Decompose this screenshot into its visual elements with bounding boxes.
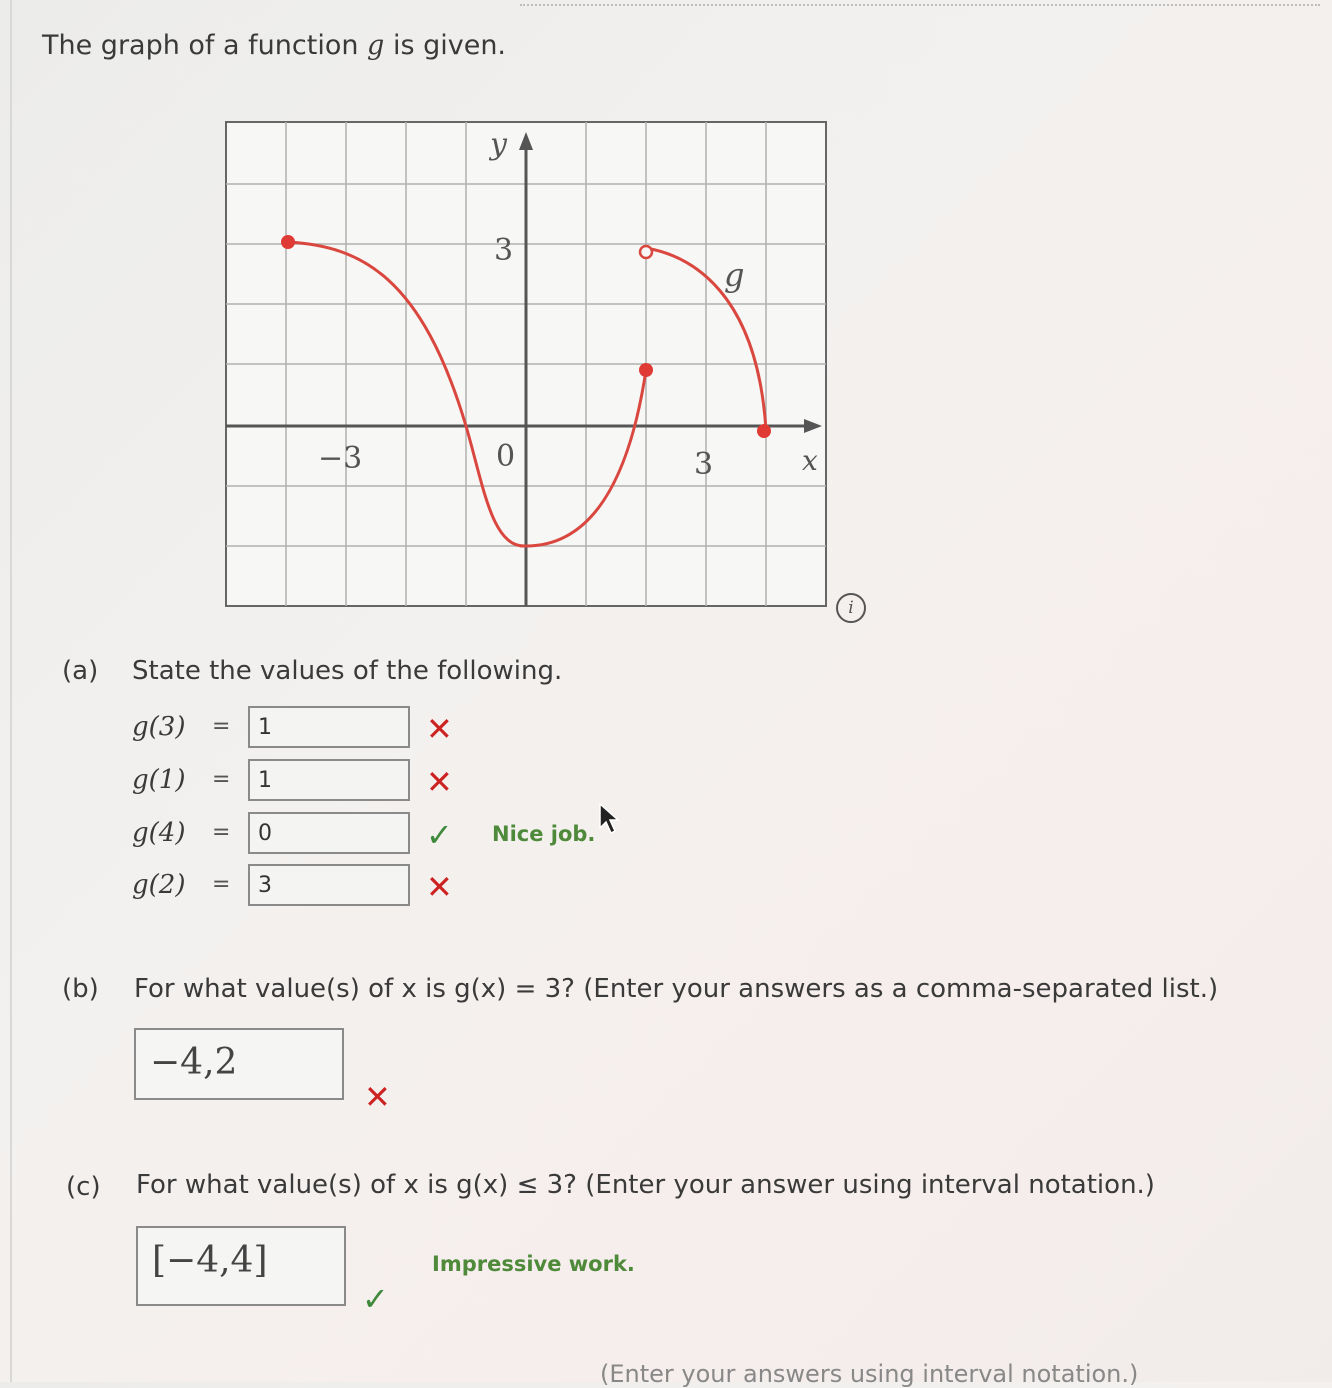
problem-intro <box>42 30 506 61</box>
part-a-label: (a) <box>62 656 99 686</box>
info-icon[interactable]: i <box>836 593 866 623</box>
equals-sign: = <box>212 714 231 739</box>
intro-suffix: is given. <box>392 30 507 61</box>
tick-label-x3: 3 <box>694 447 714 482</box>
incorrect-icon: ✕ <box>364 1078 391 1116</box>
feedback-impressive-work: Impressive work. <box>432 1252 635 1276</box>
incorrect-icon: ✕ <box>426 868 453 906</box>
answer-input-g1[interactable]: 1 <box>248 759 410 801</box>
x-axis-label: x <box>802 444 818 477</box>
mouse-cursor-icon <box>598 802 622 836</box>
open-point-x2 <box>640 246 652 258</box>
tick-label-x-neg3: −3 <box>318 441 363 476</box>
closed-point-end <box>757 424 771 438</box>
next-part-prompt-cutoff: (Enter your answers using interval notation.) <box>600 1360 1139 1388</box>
row-expression: g(2) <box>132 870 186 900</box>
row-expression: g(1) <box>132 765 186 795</box>
part-b-prompt: For what value(s) of x is g(x) = 3? (Enter your answers as a comma-separated list.) <box>134 974 1219 1004</box>
function-graph <box>222 118 832 612</box>
closed-point-x2 <box>639 363 653 377</box>
part-a-prompt: State the values of the following. <box>132 656 563 686</box>
incorrect-icon: ✕ <box>426 710 453 748</box>
equals-sign: = <box>212 872 231 897</box>
equals-sign: = <box>212 767 231 792</box>
answer-input-part-b[interactable]: −4,2 <box>134 1028 344 1100</box>
top-divider <box>520 4 1320 8</box>
row-expression: g(3) <box>132 712 186 742</box>
origin-label: 0 <box>496 439 516 474</box>
correct-icon: ✓ <box>362 1280 389 1318</box>
incorrect-icon: ✕ <box>426 763 453 801</box>
page-left-edge <box>10 0 12 1382</box>
part-c-label: (c) <box>66 1172 101 1202</box>
row-expression: g(4) <box>132 818 186 848</box>
y-axis-label: y <box>490 127 507 162</box>
intro-prefix: The graph of a function <box>42 30 359 61</box>
feedback-nice-job: Nice job. <box>492 822 596 846</box>
part-b-label: (b) <box>62 974 99 1004</box>
correct-icon: ✓ <box>426 816 453 854</box>
intro-function-name: g <box>367 30 385 61</box>
equals-sign: = <box>212 820 231 845</box>
curve-label-g: g <box>724 256 745 294</box>
answer-input-g4[interactable]: 0 <box>248 812 410 854</box>
answer-input-part-c[interactable]: [−4,4] <box>136 1226 346 1306</box>
part-c-prompt: For what value(s) of x is g(x) ≤ 3? (Enter your answer using interval notation.) <box>136 1170 1155 1200</box>
tick-label-y3: 3 <box>494 233 514 268</box>
closed-point-start <box>281 235 295 249</box>
answer-input-g3[interactable]: 1 <box>248 706 410 748</box>
answer-input-g2[interactable]: 3 <box>248 864 410 906</box>
